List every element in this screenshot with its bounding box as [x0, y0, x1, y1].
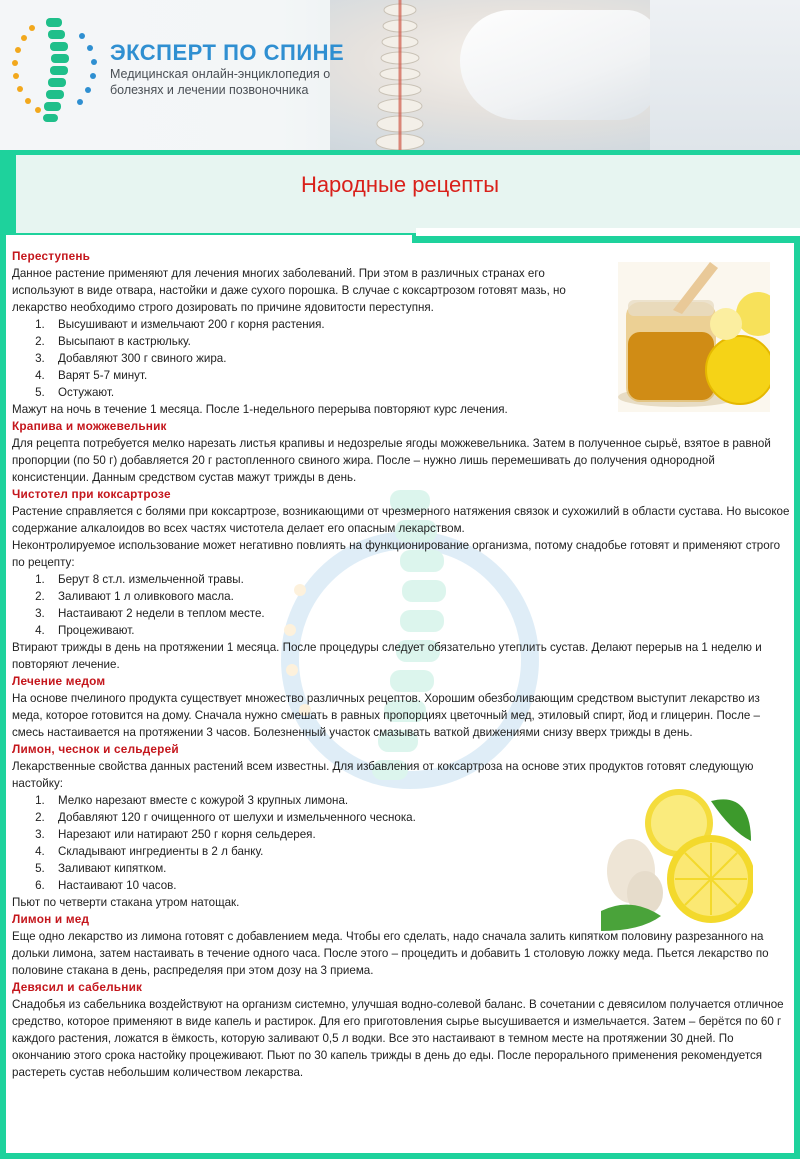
section-chistotel — [12, 486, 792, 673]
list-item: 3. Настаивают 2 недели в теплом месте. — [48, 605, 792, 622]
frame-bottom — [0, 1153, 800, 1159]
list-item: 4. Варят 5-7 минут. — [48, 367, 792, 384]
section-med — [12, 673, 792, 741]
section-perestupen — [12, 248, 792, 418]
section-limon-chesnok — [12, 741, 792, 911]
list-item: 5. Заливают кипятком. — [48, 860, 643, 877]
list-item: 1. Берут 8 ст.л. измельченной травы. — [48, 571, 792, 588]
paragraph: Снадобья из сабельника воздействуют на организм системно, улучшая водно-солевой баланс. В сочетании с девясилом получается отличное средство, которое применяют в виде капель и растирок. Для его приготовления сырье высушивается и измельчается. Затем – берётся по 60 г каждого растения, ложатся в ёмкость, которую заливают 0,5 л водки. Все это настаивают в темном месте на протяжении 30 дней. По окончанию этого срока настойку процеживают. Пьют по 30 капель трижды в день до еды. После перорального применения рекомендуется растереть сустав небольшим количеством лекарства. — [12, 998, 784, 1079]
skeleton-spine-image — [360, 0, 440, 150]
paragraph: Еще одно лекарство из лимона готовят с добавлением меда. Чтобы его сделать, надо сначала залить кипятком половину разрезанного на дольки лимона, затем настаивать в течение одного часа. После этого – процедить и добавить 1 столовую ложку меда. Пьется лекарство по половине стакана в день, распределяя при этом дозу на 3 приема. — [12, 930, 769, 977]
section-heading: Лимон и мед — [12, 912, 90, 926]
paragraph: Втирают трижды в день на протяжении 1 месяца. После процедуры следует обязательно утеплить сустав. Делают перерыв на 1 неделю и повторяют лечение. — [12, 641, 762, 671]
section-heading: Переступень — [12, 249, 91, 263]
site-tagline: Медицинская онлайн-энциклопедия о болезнях и лечении позвоночника — [110, 67, 331, 97]
doctor-coat-image — [650, 0, 800, 150]
list-item: 3. Добавляют 300 г свиного жира. — [48, 350, 792, 367]
list-item: 1. Мелко нарезают вместе с кожурой 3 крупных лимона. — [48, 792, 643, 809]
doctor-hand-image — [460, 10, 660, 120]
article-content — [12, 248, 792, 1081]
list-item: 4. Процеживают. — [48, 622, 792, 639]
list-item: 6. Настаивают 10 часов. — [48, 877, 643, 894]
list-item: 5. Остужают. — [48, 384, 792, 401]
list-item: 2. Заливают 1 л оливкового масла. — [48, 588, 792, 605]
section-heading: Чистотел при коксартрозе — [12, 487, 171, 501]
paragraph: Пьют по четверти стакана утром натощак. — [12, 896, 240, 909]
section-heading: Девясил и сабельник — [12, 980, 143, 994]
paragraph: Лекарственные свойства данных растений всем известны. Для избавления от коксартроза на основе этих продуктов готовят следующую настойку: — [12, 760, 754, 790]
paragraph: Для рецепта потребуется мелко нарезать листья крапивы и недозрелые ягоды можжевельника. Затем в полученное сырьё, взятое в равной пропорции (по 50 г) добавляется 20 г растопленного свиного жира. После – нужно лишь перемешивать до получения однородной консистенции. Данным средством сустав мажут трижды в день. — [12, 437, 771, 484]
page-title: Народные рецепты — [300, 172, 500, 197]
section-heading: Лимон, чеснок и сельдерей — [12, 742, 179, 756]
list-item: 2. Добавляют 120 г очищенного от шелухи и измельченного чеснока. — [48, 809, 643, 826]
spine-logo-icon — [6, 8, 106, 128]
steps-list — [12, 792, 643, 894]
band-step-decor-inner — [416, 228, 800, 236]
steps-list — [12, 316, 792, 401]
list-item: 3. Нарезают или натирают 250 г корня сельдерея. — [48, 826, 643, 843]
section-heading: Крапива и можжевельник — [12, 419, 167, 433]
frame-left — [0, 235, 6, 1159]
paragraph: Растение справляется с болями при коксартрозе, возникающими от чрезмерного натяжения связок и сухожилий в области сустава. Но высокое содержание алкалоидов во всех частях чистотела делает его опасным лекарством. — [12, 505, 790, 535]
site-header — [0, 0, 800, 150]
paragraph: Неконтролируемое использование может негативно повлиять на функционирование организма, потому снадобье готовят и применяют строго по рецепту: — [12, 539, 781, 569]
section-limon-med — [12, 911, 792, 979]
section-devyasil — [12, 979, 792, 1081]
list-item: 4. Складывают ингредиенты в 2 л банку. — [48, 843, 643, 860]
frame-right — [794, 243, 800, 1159]
list-item: 2. Высыпают в кастрюльку. — [48, 333, 792, 350]
site-brand-title[interactable]: ЭКСПЕРТ ПО СПИНЕ — [110, 40, 345, 65]
list-item: 1. Высушивают и измельчают 200 г корня растения. — [48, 316, 792, 333]
section-krapiva — [12, 418, 792, 486]
steps-list — [12, 571, 792, 639]
section-heading: Лечение медом — [12, 674, 106, 688]
paragraph: Данное растение применяют для лечения многих заболеваний. При этом в различных странах его используют в виде отвара, настойки и даже сухого порошка. В случае с коксартрозом готовят мазь, но лекарство необходимо строго дозировать по причине ядовитости переступня. — [12, 267, 566, 314]
paragraph: На основе пчелиного продукта существует множество различных рецептов. Хорошим обезболивающим средством выступит лекарство из меда, которое готовится на дому. Сначала нужно смешать в равных пропорциях цветочный мед, этиловый спирт, йод и глицерин. После – смесь настаивается на протяжении 3 часов. Болезненный участок смазывать ваткой движениями снизу вверх трижды в день. — [12, 692, 760, 739]
paragraph: Мажут на ночь в течение 1 месяца. После 1-недельного перерыва повторяют курс лечения. — [12, 403, 508, 416]
